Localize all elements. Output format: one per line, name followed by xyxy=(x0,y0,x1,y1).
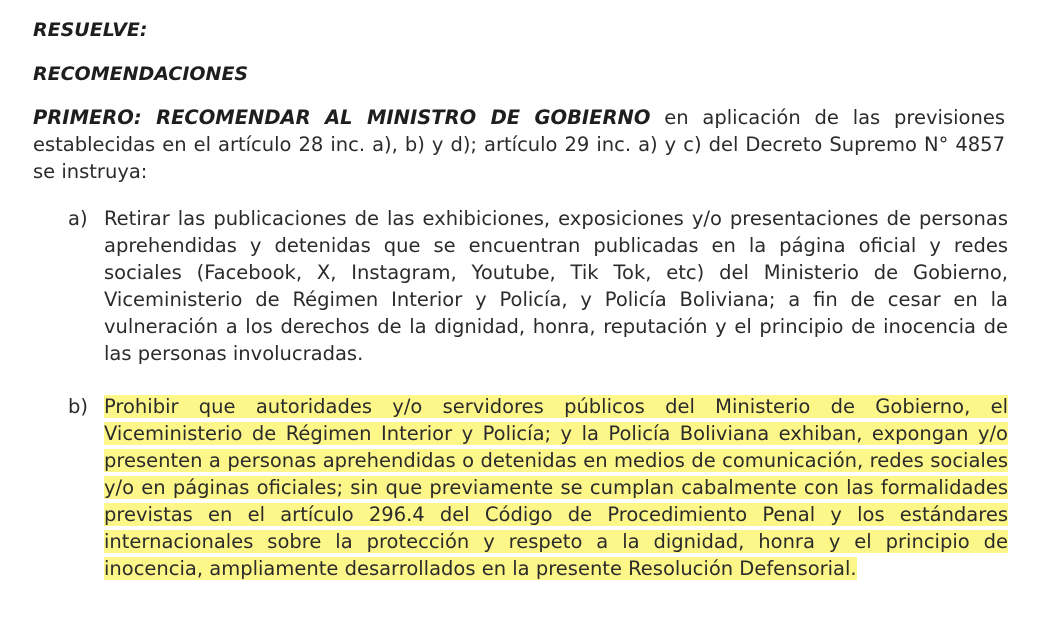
list-marker-a: a) xyxy=(68,207,88,230)
list-marker-b: b) xyxy=(68,395,88,418)
primero-text: en aplicación de las previsiones establecidas en el artículo 28 inc. a), b) y d); artículo 29 inc. a) y c) del Decreto Supremo N° 4857 se instruya: xyxy=(33,106,1005,183)
list-item-b-text-block xyxy=(104,393,1008,582)
resuelve-heading: RESUELVE: xyxy=(33,19,148,41)
list-item-b xyxy=(68,393,1008,582)
primero-paragraph xyxy=(33,104,1005,185)
list-item-b-highlighted-text: Prohibir que autoridades y/o servidores públicos del Ministerio de Gobierno, el Viceministerio de Régimen Interior y Policía; y la Policía Boliviana exhiban, expongan y/o presenten a personas aprehendidas o detenidas en medios de comunicación, redes sociales y/o en páginas oficiales; sin que previamente se cumplan cabalmente con las formalidades previstas en el artículo 296.4 del Código de Procedimiento Penal y los estándares internacionales sobre la protección y respeto a la dignidad, honra y el principio de inocencia, ampliamente desarrollados en la presente Resolución Defensorial. xyxy=(104,395,1008,580)
recomendaciones-heading: RECOMENDACIONES xyxy=(33,63,249,85)
list-item-a xyxy=(68,205,1008,367)
list-item-a-text: Retirar las publicaciones de las exhibiciones, exposiciones y/o presentaciones de personas aprehendidas y detenidas que se encuentran publicadas en la página oficial y redes sociales (Facebook, X, Instagram, Youtube, Tik Tok, etc) del Ministerio de Gobierno, Viceministerio de Régimen Interior y Policía, y Policía Boliviana; a fin de cesar en la vulneración a los derechos de la dignidad, honra, reputación y el principio de inocencia de las personas involucradas. xyxy=(104,207,1008,365)
primero-lead: PRIMERO: RECOMENDAR AL MINISTRO DE GOBIERNO xyxy=(33,106,651,129)
